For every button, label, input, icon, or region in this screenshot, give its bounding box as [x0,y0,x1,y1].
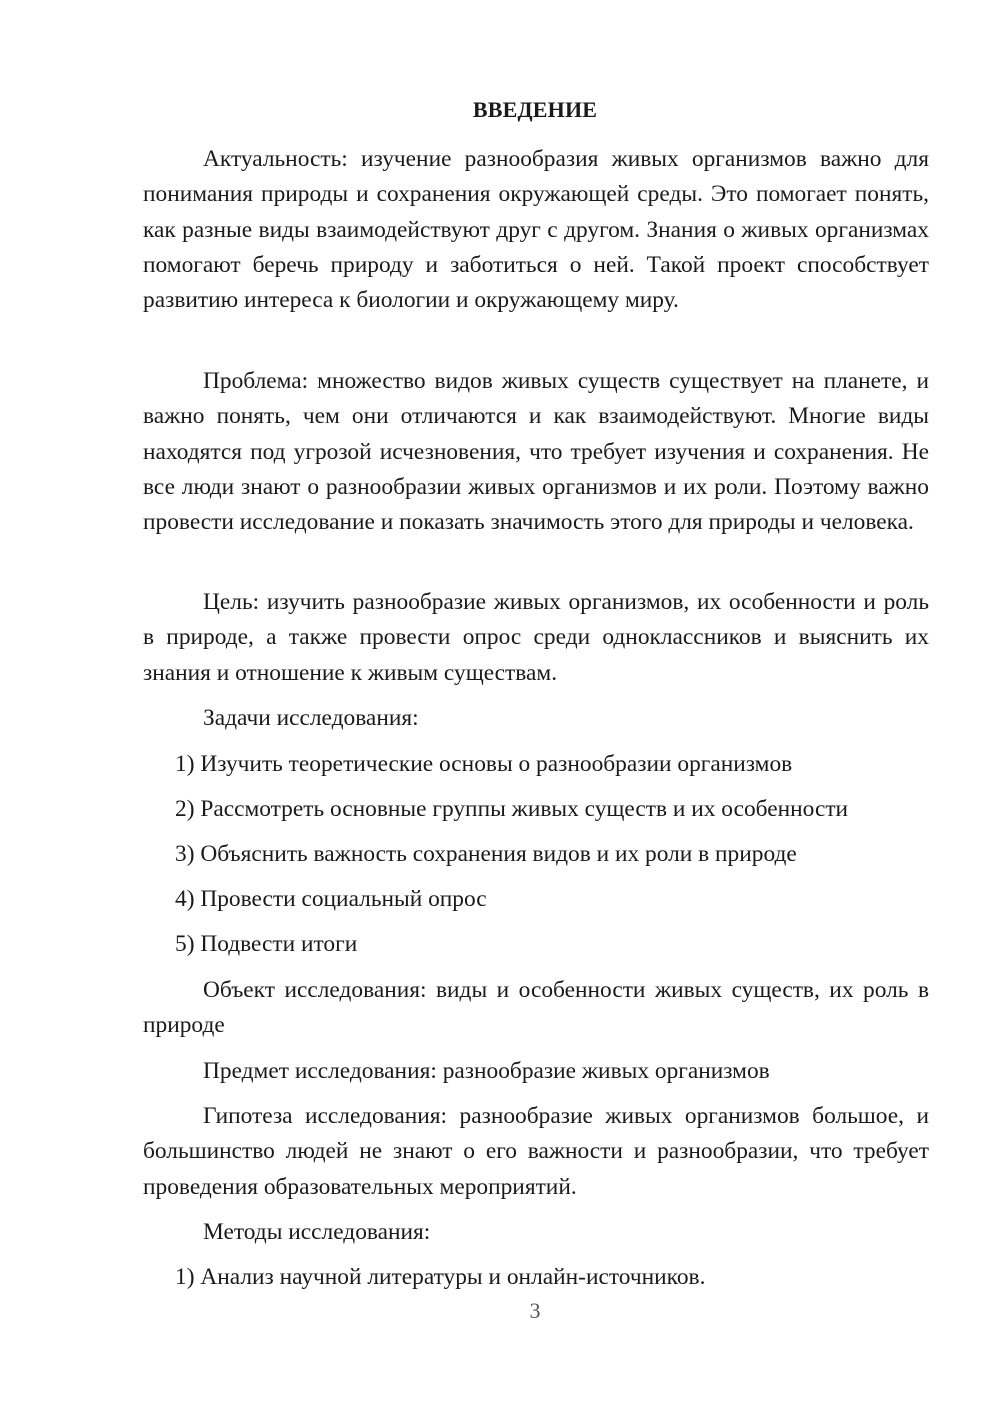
task-item-2: 2) Рассмотреть основные группы живых существ и их особенности [175,796,849,822]
paragraph-text: Гипотеза исследования: разнообразие живых организмов большое, и большинство людей не знают о его важности и разнообразии, что требует проведения образовательных мероприятий. [143,1103,929,1200]
tasks-heading [143,701,929,736]
paragraph-goal [143,585,929,691]
list-item [143,882,929,917]
task-item-5: 5) Подвести итоги [175,931,358,957]
tasks-heading-text: Задачи исследования: [203,705,419,731]
page-title: ВВЕДЕНИЕ [472,97,598,122]
paragraph-subject [143,1054,929,1089]
paragraph-text: Цель: изучить разнообразие живых организмов, их особенности и роль в природе, а также провести опрос среди одноклассников и выяснить их знания и отношение к живым существам. [143,589,929,686]
paragraph-text: Проблема: множество видов живых существ существует на планете, и важно понять, чем они отличаются и как взаимодействуют. Многие виды находятся под угрозой исчезновения, что требует изучения и сохранения. Не все люди знают о разнообразии живых организмов и их роли. Поэтому важно провести исследование и показать значимость этого для природы и человека. [143,368,929,536]
task-item-3: 3) Объяснить важность сохранения видов и их роли в природе [175,841,797,867]
paragraph-text: Актуальность: изучение разнообразия живых организмов важно для понимания природы и сохранения окружающей среды. Это помогает понять, как разные виды взаимодействуют друг с другом. Знания о живых организмах помогают беречь природу и заботиться о ней. Такой проект способствует развитию интереса к биологии и окружающему миру. [143,146,929,314]
list-item [143,927,929,962]
list-item [143,1260,929,1295]
list-item [143,747,929,782]
list-item [143,792,929,827]
page-number: 3 [529,1298,541,1323]
task-item-1: 1) Изучить теоретические основы о разнообразии организмов [175,751,793,777]
subject-text: Предмет исследования: разнообразие живых организмов [203,1058,770,1084]
task-item-4: 4) Провести социальный опрос [175,886,487,912]
paragraph-relevance [143,142,929,318]
methods-heading [143,1215,929,1250]
paragraph-text: Объект исследования: виды и особенности живых существ, их роль в природе [143,977,929,1039]
paragraph-hypothesis [143,1099,929,1205]
paragraph-problem [143,364,929,540]
paragraph-object [143,973,929,1044]
methods-heading-text: Методы исследования: [203,1219,431,1245]
list-item [143,837,929,872]
method-item-1: 1) Анализ научной литературы и онлайн-источников. [175,1264,706,1290]
